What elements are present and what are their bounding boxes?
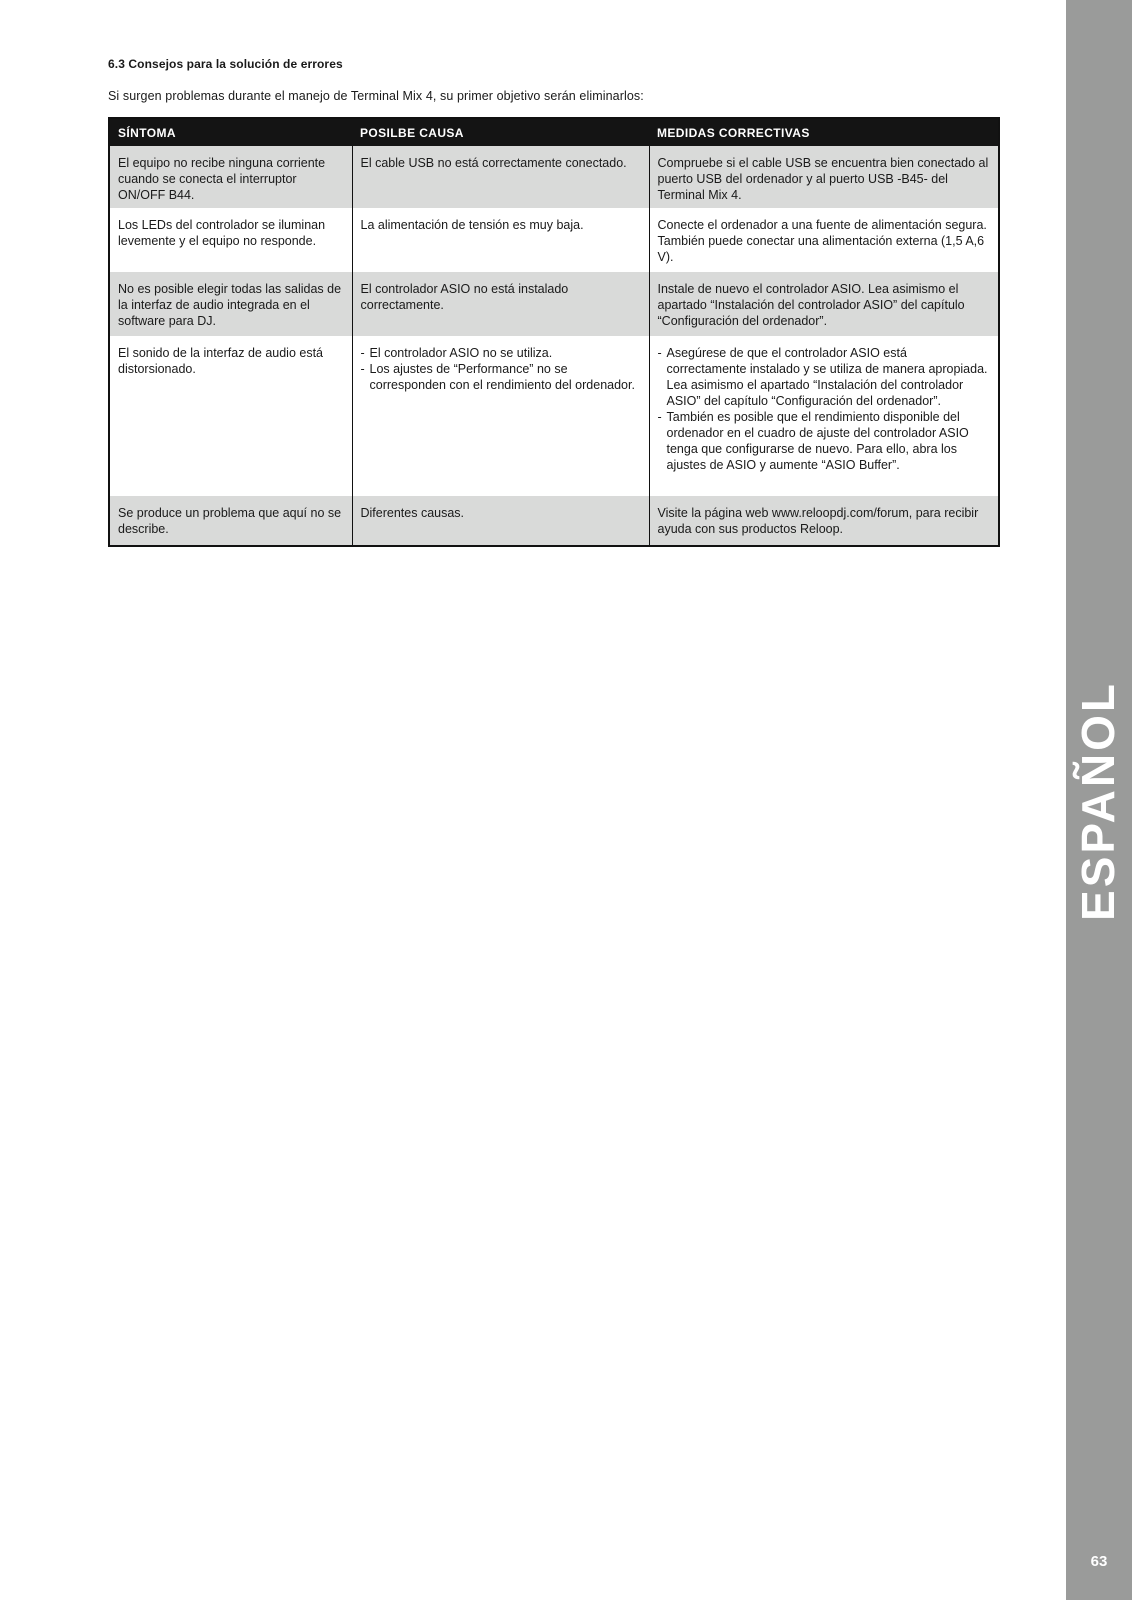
table-row [109,146,999,208]
fix-item: - Asegúrese de que el controlador ASIO está correctamente instalado y se utiliza de manera apropiada. Lea asimismo el apartado “Instalación del controlador ASIO” del capítulo “Configuración del ordenador”. [657,346,988,408]
cause-item-text: Los ajustes de “Performance” no se corresponden con el rendimiento del ordenador. [369,362,635,392]
fix-item: - También es posible que el rendimiento disponible del ordenador en el cuadro de ajuste del controlador ASIO tenga que configurarse de nuevo. Para ello, abra los ajustes de ASIO y aumente “ASIO Buffer”. [657,410,969,472]
symptom-cell: El equipo no recibe ninguna corriente cuando se conecta el interruptor ON/OFF B44. [109,146,352,208]
symptom-cell: Los LEDs del controlador se iluminan levemente y el equipo no responde. [109,208,352,272]
fix-cell: Conecte el ordenador a una fuente de alimentación segura. También puede conectar una alimentación externa (1,5 A,6 V). [649,208,999,272]
fix-cell [649,336,999,496]
cause-cell: El cable USB no está correctamente conectado. [352,146,649,208]
language-tab [1070,681,1126,921]
cause-cell [352,336,649,496]
language-label: ESPAÑOL [1072,681,1125,921]
intro-text: Si surgen problemas durante el manejo de Terminal Mix 4, su primer objetivo serán eliminarlos: [108,89,644,103]
header-cause: POSILBE CAUSA [352,118,649,146]
page-number: 63 [1090,1553,1108,1570]
header-fix: MEDIDAS CORRECTIVAS [649,118,999,146]
cause-cell: Diferentes causas. [352,496,649,546]
troubleshooting-table [108,117,1000,547]
table-row [109,208,999,272]
cause-cell: La alimentación de tensión es muy baja. [352,208,649,272]
table-header-row [109,118,999,146]
fix-item-text: También es posible que el rendimiento disponible del ordenador en el cuadro de ajuste del controlador ASIO tenga que configurarse de nuevo. Para ello, abra los ajustes de ASIO y aumente “ASIO Buffer”. [666,410,969,472]
table-row [109,496,999,546]
cause-item: - Los ajustes de “Performance” no se corresponden con el rendimiento del ordenador. [360,362,635,392]
table-row [109,272,999,336]
header-symptom: SÍNTOMA [109,118,352,146]
fix-cell: Visite la página web www.reloopdj.com/forum, para recibir ayuda con sus productos Reloop. [649,496,999,546]
fix-item-text: Asegúrese de que el controlador ASIO está correctamente instalado y se utiliza de manera apropiada. Lea asimismo el apartado “Instalación del controlador ASIO” del capítulo “Configuración del ordenador”. [666,346,988,408]
section-heading: 6.3 Consejos para la solución de errores [108,57,343,71]
fix-cell: Instale de nuevo el controlador ASIO. Lea asimismo el apartado “Instalación del controlador ASIO” del capítulo “Configuración del ordenador”. [649,272,999,336]
symptom-cell: Se produce un problema que aquí no se describe. [109,496,352,546]
fix-cell: Compruebe si el cable USB se encuentra bien conectado al puerto USB del ordenador y al puerto USB -B45- del Terminal Mix 4. [649,146,999,208]
cause-item-text: El controlador ASIO no se utiliza. [369,346,553,360]
symptom-cell: No es posible elegir todas las salidas de la interfaz de audio integrada en el software para DJ. [109,272,352,336]
symptom-cell: El sonido de la interfaz de audio está distorsionado. [109,336,352,496]
table-row [109,336,999,496]
cause-item: - El controlador ASIO no se utiliza. [360,346,553,360]
cause-cell: El controlador ASIO no está instalado correctamente. [352,272,649,336]
